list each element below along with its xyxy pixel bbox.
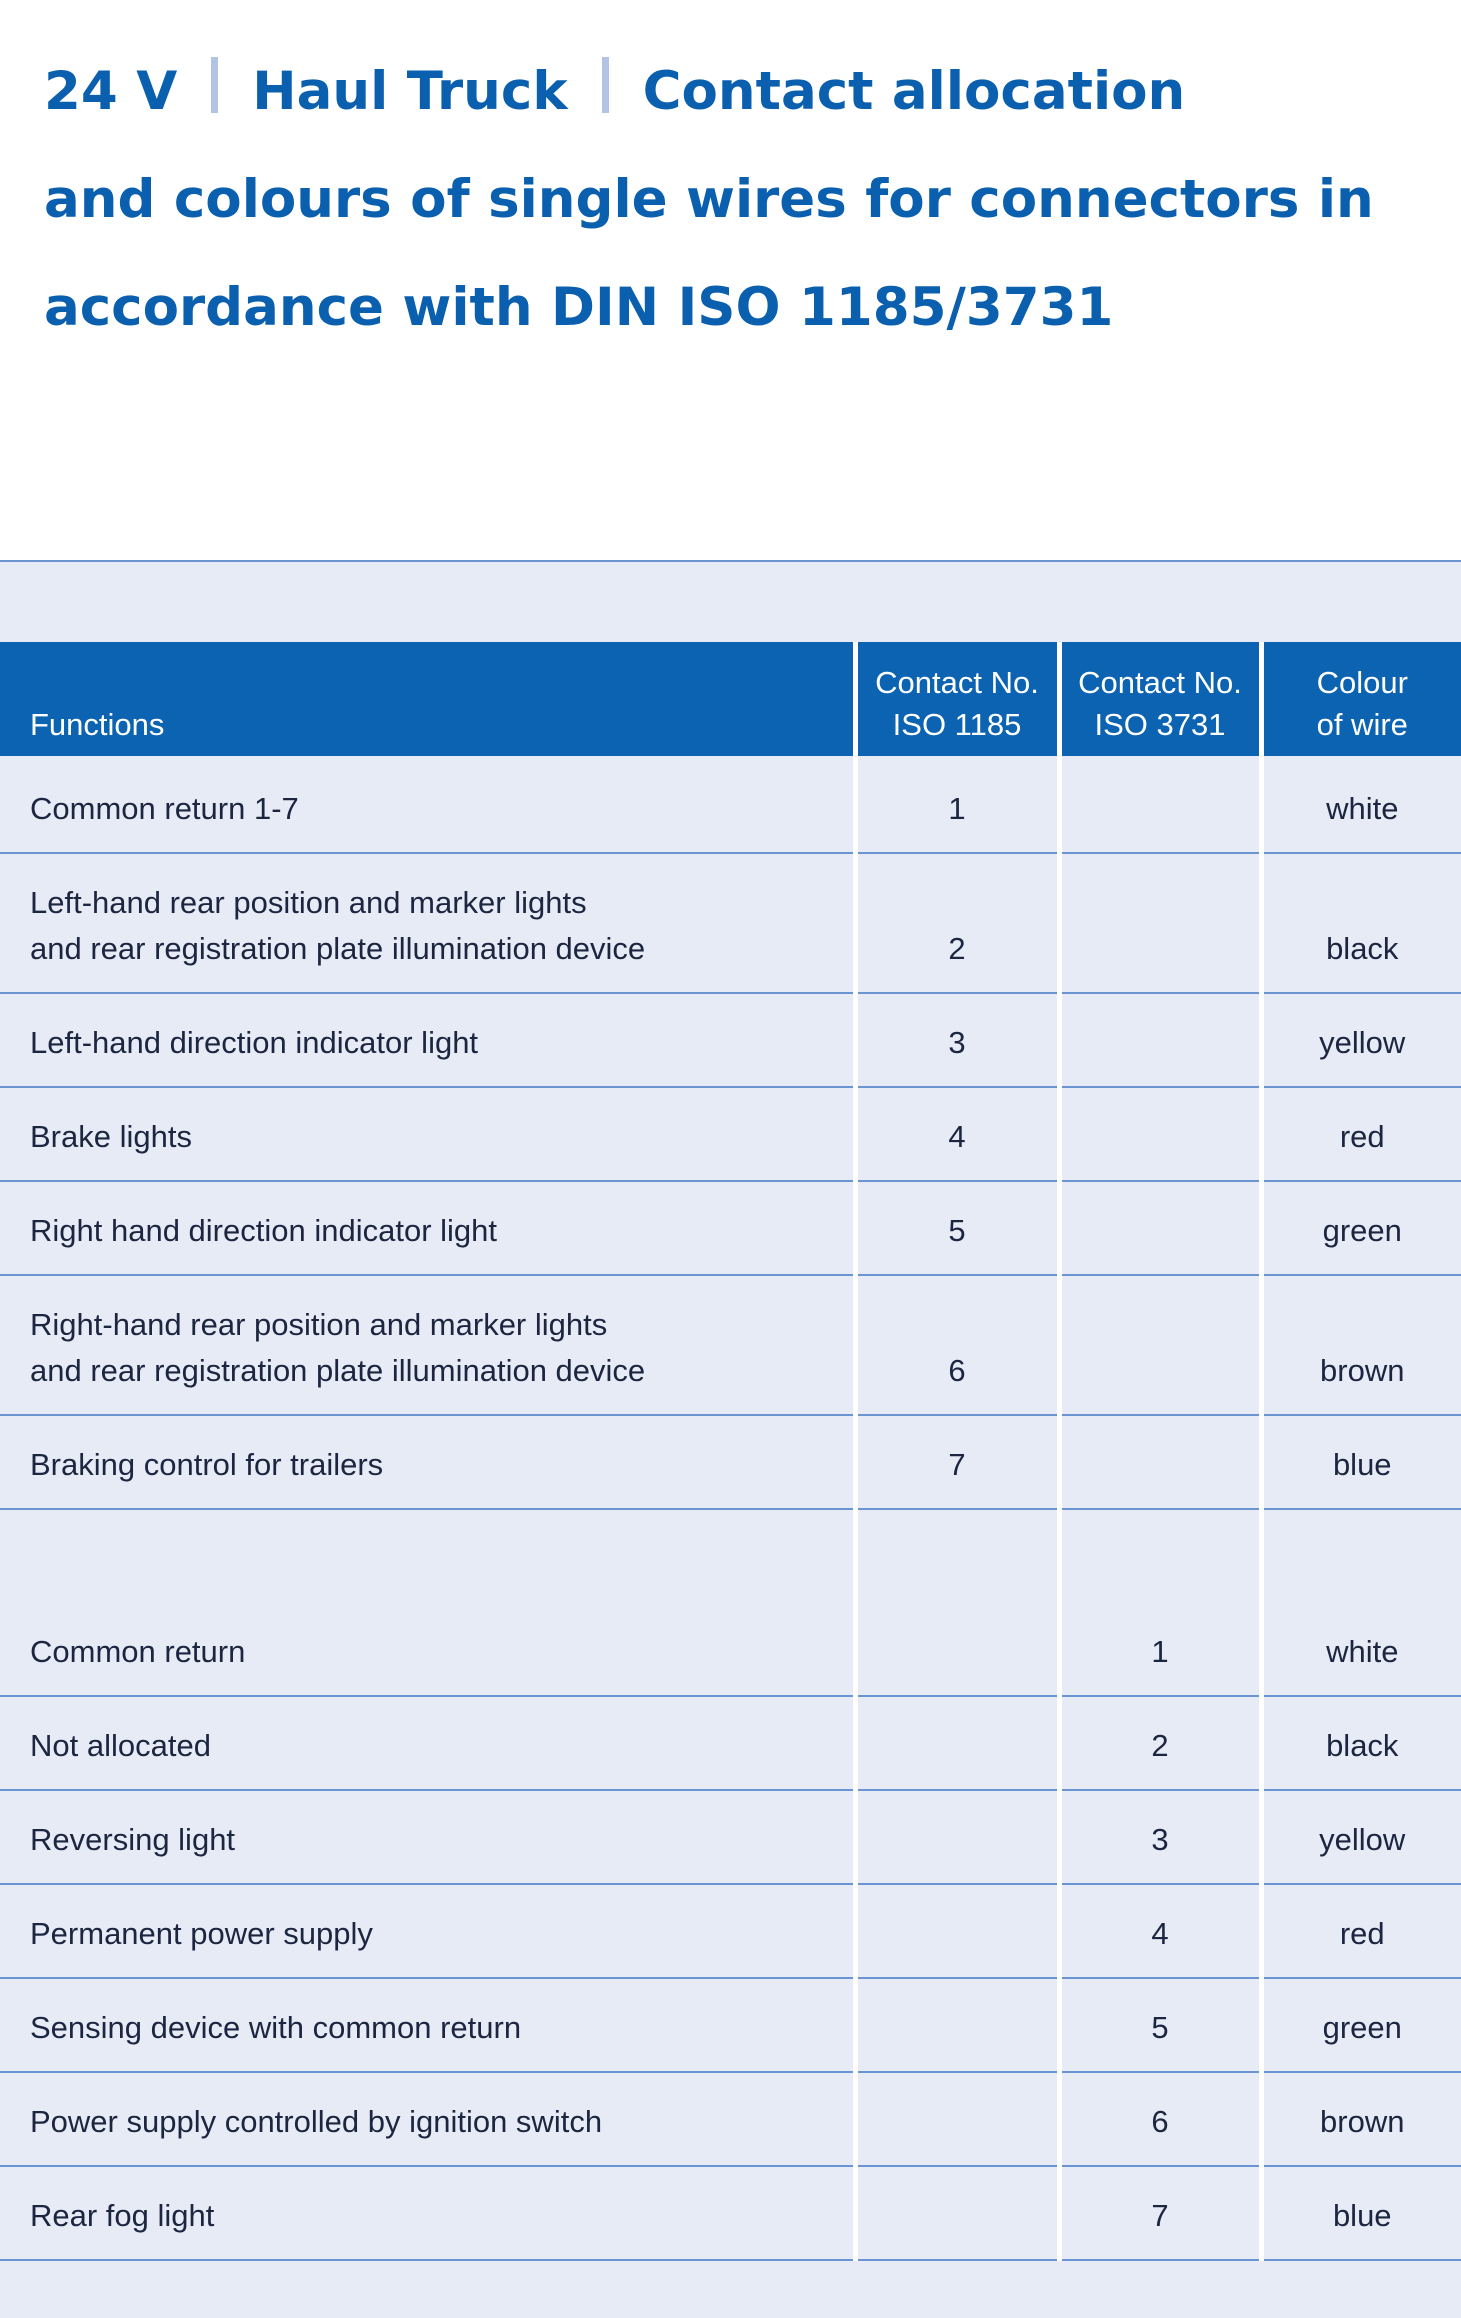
header-separator [602,57,609,113]
iso1185-contact-cell: 3 [855,993,1059,1087]
iso3731-contact-cell [1059,1087,1261,1181]
iso1185-contact-cell [855,1978,1059,2072]
header-line-1 [44,38,1424,146]
wire-colour-cell: red [1261,1087,1461,1181]
wire-colour-cell: black [1261,853,1461,993]
iso3731-contact-cell: 7 [1059,2166,1261,2260]
function-cell: Not allocated [0,1696,855,1790]
function-cell [0,853,855,993]
wire-colour-cell: white [1261,1509,1461,1696]
iso1185-contact-cell: 7 [855,1415,1059,1509]
title-part-1: Contact allocation [642,61,1186,122]
iso1185-contact-cell: 6 [855,1275,1059,1415]
function-cell: Power supply controlled by ignition switch [0,2072,855,2166]
iso3731-contact-cell: 2 [1059,1696,1261,1790]
table-row [0,1087,1461,1181]
column-header-iso3731-line2: ISO 3731 [1094,707,1226,742]
wire-colour-cell: blue [1261,1415,1461,1509]
table-row [0,993,1461,1087]
table-row [0,1696,1461,1790]
wire-colour-cell: black [1261,1696,1461,1790]
table-row [0,853,1461,993]
function-cell: Common return 1-7 [0,756,855,853]
iso1185-contact-cell: 2 [855,853,1059,993]
iso3731-contact-cell [1059,1181,1261,1275]
table-row [0,2072,1461,2166]
table-row [0,1884,1461,1978]
iso3731-contact-cell [1059,853,1261,993]
iso1185-contact-cell: 1 [855,756,1059,853]
function-cell: Sensing device with common return [0,1978,855,2072]
column-header-wire-colour [1261,642,1461,756]
column-header-iso1185-line2: ISO 1185 [892,707,1022,742]
column-header-iso1185 [855,642,1059,756]
iso3731-contact-cell: 5 [1059,1978,1261,2072]
column-header-iso3731-line1: Contact No. [1078,665,1242,700]
function-cell: Right hand direction indicator light [0,1181,855,1275]
function-cell: Reversing light [0,1790,855,1884]
wire-colour-cell: brown [1261,2072,1461,2166]
wire-colour-cell: red [1261,1884,1461,1978]
table-row [0,1415,1461,1509]
table-row [0,1790,1461,1884]
function-cell: Rear fog light [0,2166,855,2260]
function-cell: Brake lights [0,1087,855,1181]
wire-colour-cell: yellow [1261,993,1461,1087]
iso3731-contact-cell: 3 [1059,1790,1261,1884]
table-row [0,1275,1461,1415]
iso1185-contact-cell [855,1884,1059,1978]
table-header-row [0,642,1461,756]
iso1185-contact-cell [855,1790,1059,1884]
iso3731-contact-cell [1059,756,1261,853]
iso1185-contact-cell: 5 [855,1181,1059,1275]
table-row [0,1978,1461,2072]
wire-colour-cell: green [1261,1181,1461,1275]
table-row [0,756,1461,853]
function-line-1: Right-hand rear position and marker lights [30,1307,608,1342]
table-row [0,1509,1461,1696]
column-header-wire-line1: Colour [1316,665,1408,700]
iso3731-contact-cell: 4 [1059,1884,1261,1978]
iso3731-contact-cell [1059,993,1261,1087]
column-header-wire-line2: of wire [1316,707,1408,742]
iso3731-contact-cell: 1 [1059,1509,1261,1696]
column-header-iso3731 [1059,642,1261,756]
function-cell: Common return [0,1509,855,1696]
wire-colour-cell: white [1261,756,1461,853]
page-header [44,38,1424,362]
function-cell: Left-hand direction indicator light [0,993,855,1087]
function-line-2: and rear registration plate illumination device [30,1353,646,1388]
wire-colour-cell: green [1261,1978,1461,2072]
iso3731-contact-cell [1059,1275,1261,1415]
function-cell: Permanent power supply [0,1884,855,1978]
column-header-functions: Functions [0,642,855,756]
table-row [0,2166,1461,2260]
iso1185-contact-cell: 4 [855,1087,1059,1181]
wire-colour-cell: brown [1261,1275,1461,1415]
function-line-1: Left-hand rear position and marker lights [30,885,587,920]
iso1185-contact-cell [855,1509,1059,1696]
table-row [0,1181,1461,1275]
wire-colour-cell: yellow [1261,1790,1461,1884]
contact-allocation-table [0,642,1461,2261]
function-line-2: and rear registration plate illumination device [30,931,646,966]
iso3731-contact-cell [1059,1415,1261,1509]
iso1185-contact-cell [855,2166,1059,2260]
vehicle-label: Haul Truck [252,61,568,122]
iso3731-contact-cell: 6 [1059,2072,1261,2166]
voltage-label: 24 V [44,61,178,122]
iso1185-contact-cell [855,2072,1059,2166]
header-line-3: accordance with DIN ISO 1185/3731 [44,277,1114,338]
header-line-2: and colours of single wires for connectors in [44,169,1374,230]
header-separator [211,57,218,113]
iso1185-contact-cell [855,1696,1059,1790]
wire-colour-cell: blue [1261,2166,1461,2260]
function-cell: Braking control for trailers [0,1415,855,1509]
function-cell [0,1275,855,1415]
column-header-iso1185-line1: Contact No. [875,665,1039,700]
